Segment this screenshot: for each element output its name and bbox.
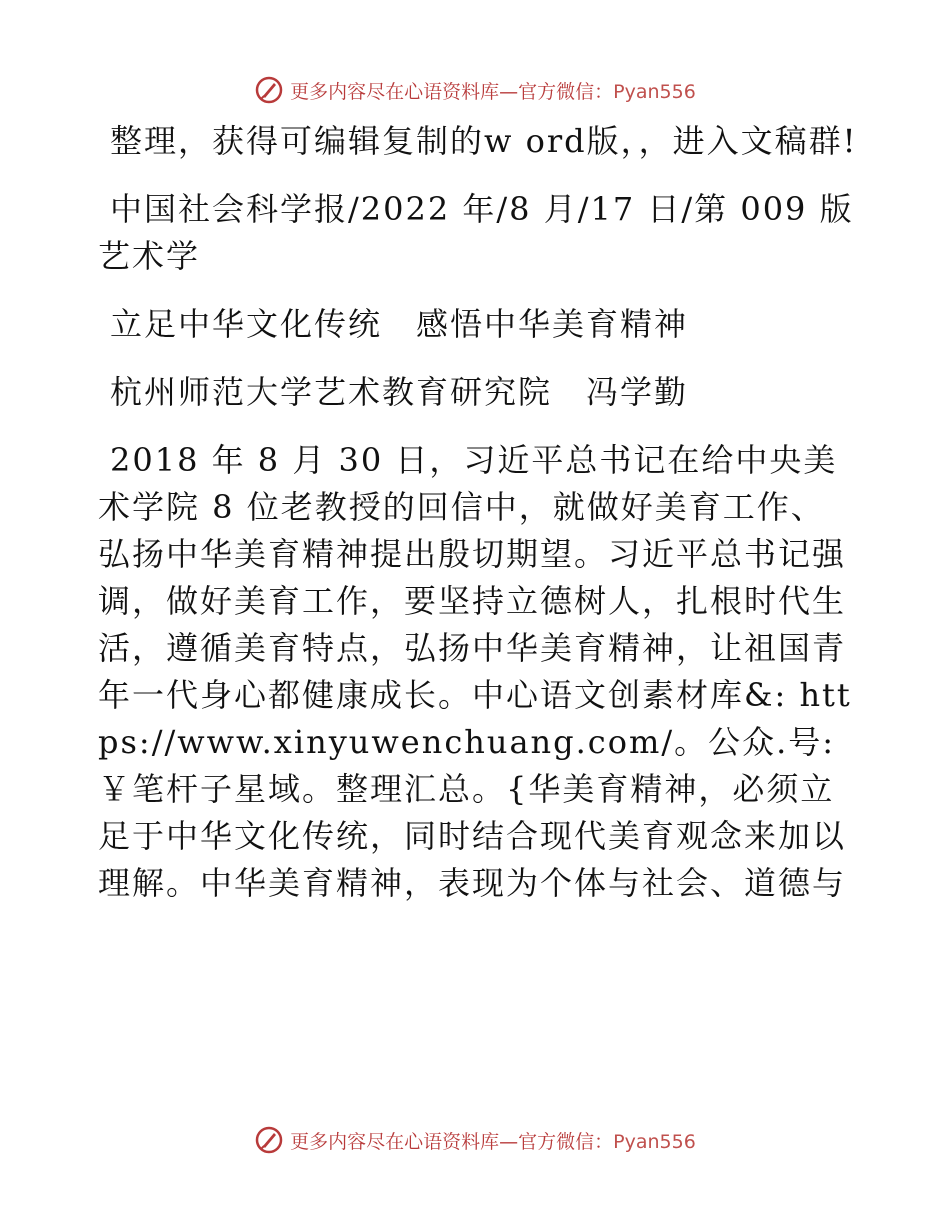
banner-label: 更多内容尽在心语资料库—官方微信：: [290, 1130, 614, 1153]
paragraph: 整理，获得可编辑复制的w ord版，，进入文稿群!: [110, 122, 858, 160]
article-title: 立足中华文化传统 感悟中华美育精神: [110, 305, 689, 343]
paragraph: 中国社会科学报/2022 年/8 月/17 日/第 009 版艺术学: [98, 190, 854, 275]
quill-logo-icon: [254, 1125, 284, 1155]
quill-logo-icon: [254, 75, 284, 105]
article-author: 杭州师范大学艺术教育研究院 冯学勤: [110, 373, 689, 411]
footer-watermark-banner: [0, 1120, 950, 1160]
banner-text: [290, 1127, 696, 1154]
document-body: [98, 118, 858, 928]
banner-contact: Pyan556: [613, 80, 696, 103]
header-watermark-banner: [0, 70, 950, 110]
banner-label: 更多内容尽在心语资料库—官方微信：: [290, 80, 614, 103]
banner-contact: Pyan556: [613, 1130, 696, 1153]
banner-text: [290, 77, 696, 104]
paragraph: 2018 年 8 月 30 日，习近平总书记在给中央美术学院 8 位老教授的回信中，就做好美育工作、弘扬中华美育精神提出殷切期望。习近平总书记强调，做好美育工作，要坚持立德树人，扎根时代生活，遵循美育特点，弘扬中华美育精神，让祖国青年一代身心都健康成长。中心语文创素材库&: https://www.xinyuwenchuang.com/。公众.号: ￥笔杆子星域。整理汇总。{华美育精神，必须立足于中华文化传统，同时结合现代美育观念来加以理解。中华美育精神，表现为个体与社会、道德与: [98, 441, 852, 902]
